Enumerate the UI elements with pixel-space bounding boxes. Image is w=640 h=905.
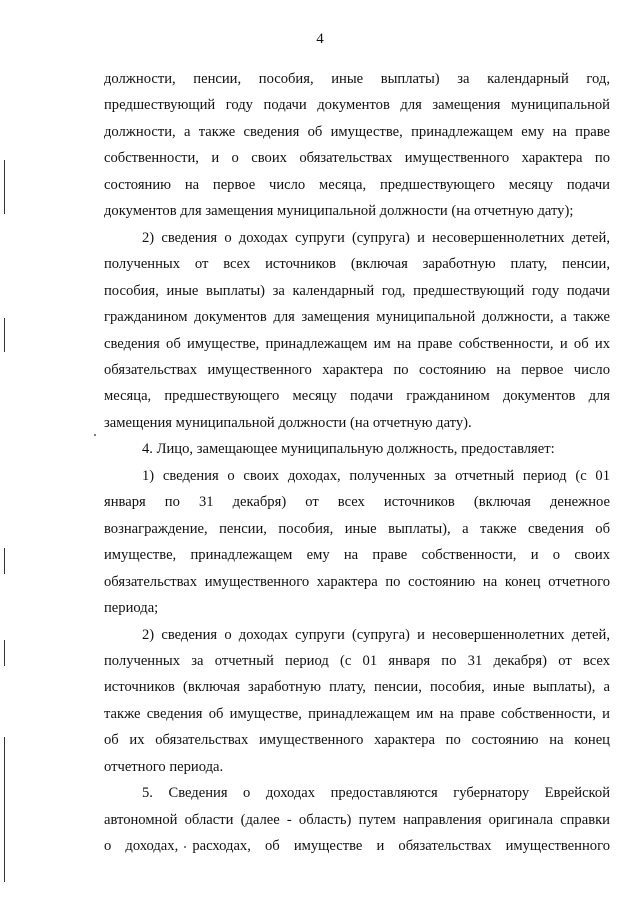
text-line: собственности, и о своих обязательствах имущественного характера по (104, 150, 610, 167)
text-line: должности, а также сведения об имуществе, принадлежащем ему на праве (104, 123, 610, 140)
text-line: автономной области (далее - область) путем направления оригинала справки (104, 811, 610, 828)
text-line: месяца, предшествующего месяцу подачи гражданином документов для (104, 388, 610, 405)
page-number: 4 (316, 31, 324, 47)
text-line: полученных от всех источников (включая заработную плату, пенсии, (104, 256, 610, 273)
text-line: сведения об имуществе, принадлежащем им на праве собственности, и об их (104, 335, 610, 352)
text-line: гражданином документов для замещения муниципальной должности, а также (104, 309, 610, 326)
scan-speck (94, 434, 96, 436)
text-line: состоянию на первое число месяца, предшествующего месяцу подачи (104, 176, 610, 193)
text-line: 1) сведения о своих доходах, полученных за отчетный период (с 01 (142, 467, 610, 484)
text-line: имуществе, принадлежащем ему на праве собственности, и о своих (104, 547, 610, 564)
text-line: обязательствах имущественного характера по состоянию на конец отчетного (104, 573, 610, 590)
text-line: января по 31 декабря) от всех источников (включая денежное (104, 494, 610, 511)
text-line: вознаграждение, пенсии, пособия, иные выплаты), а также сведения об (104, 520, 610, 537)
text-line: должности, пенсии, пособия, иные выплаты) за календарный год, (104, 71, 610, 87)
text-line: о доходах, расходах, об имуществе и обязательствах имущественного (104, 838, 610, 855)
paragraph-section-4 (104, 436, 610, 462)
paragraph-continuation (104, 66, 610, 225)
text-line: полученных за отчетный период (с 01 января по 31 декабря) от всех (104, 652, 610, 669)
text-line: источников (включая заработную плату, пенсии, пособия, иные выплаты), а (104, 679, 610, 696)
paragraph-section-5 (104, 780, 610, 859)
text-line: также сведения об имуществе, принадлежащем им на праве собственности, и (104, 705, 610, 722)
paragraph-item-2-spouse-income-period (104, 622, 610, 781)
scan-margin-mark (4, 737, 5, 882)
paragraph-item-2-spouse-income (104, 225, 610, 437)
paragraph-item-1-own-income (104, 463, 610, 622)
document-body (104, 66, 610, 860)
text-line: 5. Сведения о доходах предоставляются губернатору Еврейской (142, 785, 610, 802)
text-line: отчетного периода. (104, 758, 224, 775)
text-line: 2) сведения о доходах супруги (супруга) и несовершеннолетних детей, (142, 229, 610, 246)
text-line: об их обязательствах имущественного характера по состоянию на конец (104, 732, 610, 749)
text-line: замещения муниципальной должности (на отчетную дату). (104, 414, 472, 431)
scan-margin-mark (4, 640, 5, 666)
text-line: 4. Лицо, замещающее муниципальную должность, предоставляет: (142, 441, 555, 458)
text-line: периода; (104, 600, 159, 617)
scan-margin-mark (4, 160, 5, 214)
text-line: 2) сведения о доходах супруги (супруга) и несовершеннолетних детей, (142, 626, 610, 643)
text-line: предшествующий году подачи документов для замещения муниципальной (104, 97, 610, 114)
text-line: документов для замещения муниципальной должности (на отчетную дату); (104, 203, 574, 220)
scan-margin-mark (4, 548, 5, 574)
text-line: пособия, иные выплаты) за календарный год, предшествующий году подачи (104, 282, 610, 299)
text-line: обязательствах имущественного характера по состоянию на первое число (104, 361, 610, 378)
scan-margin-mark (4, 318, 5, 352)
